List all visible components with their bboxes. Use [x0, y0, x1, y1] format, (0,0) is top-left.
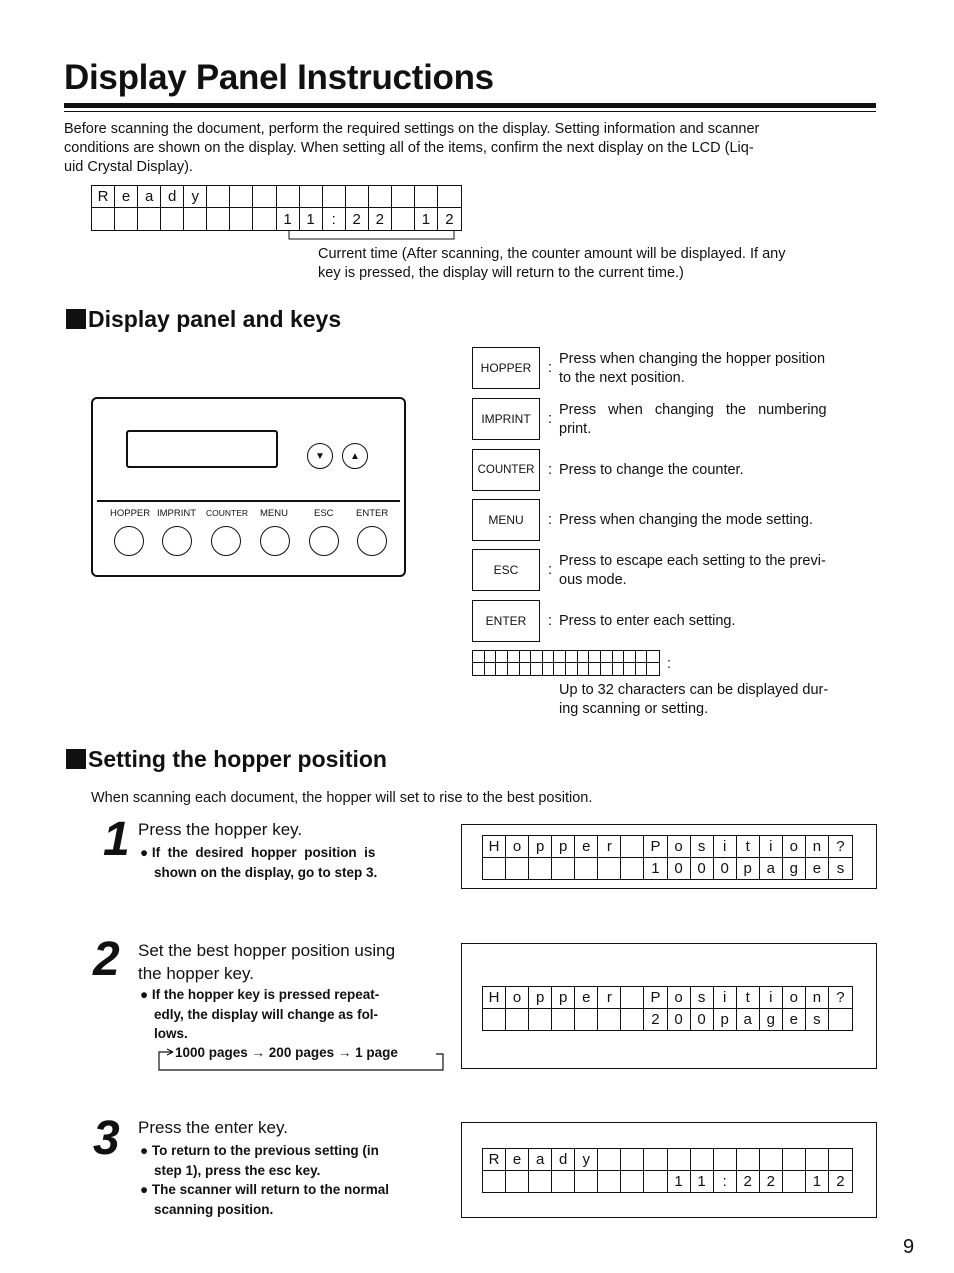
- panel-lcd-window: [126, 430, 278, 468]
- lcd-cell: n: [806, 987, 829, 1009]
- lcd-cell: e: [783, 1009, 806, 1031]
- lcd-cell: [613, 663, 625, 675]
- lcd-cell: [644, 1149, 667, 1171]
- lcd-cell: [483, 858, 506, 880]
- lcd-cell: [829, 1009, 852, 1031]
- lcd-colon: :: [667, 656, 672, 672]
- panel-key-label: HOPPER: [110, 508, 151, 519]
- lcd-cell: [207, 208, 230, 230]
- bullet-icon: ●: [140, 1182, 149, 1197]
- lcd-cell: [668, 1149, 691, 1171]
- lcd-cell: o: [783, 987, 806, 1009]
- lcd-cell: [138, 208, 161, 230]
- lcd-cell: ?: [829, 836, 852, 858]
- lcd-cell: 2: [836, 1172, 845, 1190]
- lcd-cell: 2: [346, 208, 369, 230]
- lcd-cell: [613, 651, 625, 663]
- lcd-cell: [575, 1171, 598, 1193]
- lcd-cell: 0: [668, 1009, 691, 1031]
- counter-key-button[interactable]: [211, 526, 241, 556]
- lcd-cell: [552, 858, 575, 880]
- lcd-cell: p: [552, 987, 575, 1009]
- step-number: 2: [93, 933, 120, 986]
- lcd-cell: d: [552, 1149, 575, 1171]
- time-bracket: [288, 231, 458, 241]
- lcd-cell: [529, 858, 552, 880]
- imprint-key: IMPRINT: [472, 398, 540, 440]
- lcd-cell: [598, 1171, 621, 1193]
- lcd-cell: [714, 1149, 737, 1171]
- lcd-cell: d: [161, 186, 184, 208]
- lcd-cell: o: [668, 987, 691, 1009]
- lcd-cell: [438, 186, 461, 208]
- lcd-cell: [647, 663, 659, 675]
- lcd-cell: [506, 858, 529, 880]
- lcd-cell: [92, 208, 115, 230]
- lcd-cell: e: [115, 186, 138, 208]
- lcd-cell: [323, 186, 346, 208]
- step-number: 1: [103, 813, 130, 866]
- lcd-cell: r: [598, 836, 621, 858]
- lcd-desc: Up to 32 characters can be displayed dur- ing scanning or setting.: [559, 682, 829, 717]
- lcd-cell: [496, 651, 508, 663]
- lcd-cell: p: [714, 1009, 737, 1031]
- lcd-cell: e: [806, 858, 829, 880]
- enter-key-desc: : Press to enter each setting.: [548, 613, 736, 629]
- lcd-cell: i: [760, 836, 783, 858]
- lcd-cell: [496, 663, 508, 675]
- lcd-cell: H: [483, 987, 506, 1009]
- hopper-intro: When scanning each document, the hopper will set to rise to the best position.: [91, 790, 593, 806]
- lcd-cell: [552, 1009, 575, 1031]
- time-note: Current time (After scanning, the counter amount will be displayed. If any key is pressed, the display will return to the current time.): [318, 246, 786, 281]
- lcd-cell: 0: [691, 1009, 714, 1031]
- lcd-cell: [601, 651, 613, 663]
- panel-key-label: ENTER: [356, 508, 389, 519]
- lcd-cell: [473, 651, 485, 663]
- lcd-cell: 1: [806, 1171, 829, 1193]
- heading-square-icon: [66, 309, 86, 329]
- lcd-cell: e: [575, 836, 598, 858]
- imprint-key-button[interactable]: [162, 526, 192, 556]
- step-1-bullet: ● If the desired hopper position is shown on the display, go to step 3.: [140, 845, 378, 880]
- lcd-cell: :: [323, 208, 346, 230]
- lcd-cell: [346, 186, 369, 208]
- lcd-display-step-1: [482, 835, 853, 880]
- lcd-cell: [760, 1149, 783, 1171]
- lcd-cell: r: [598, 987, 621, 1009]
- enter-key: ENTER: [472, 600, 540, 642]
- lcd-cell: o: [506, 987, 529, 1009]
- lcd-cell: o: [783, 836, 806, 858]
- lcd-cell: e: [506, 1149, 529, 1171]
- hopper-key-button[interactable]: [114, 526, 144, 556]
- panel-divider: [97, 500, 400, 502]
- lcd-cell: o: [506, 836, 529, 858]
- page-number: 9: [903, 1236, 915, 1258]
- lcd-cell: [621, 1171, 644, 1193]
- panel-illustration: [91, 397, 406, 577]
- lcd-cell: o: [668, 836, 691, 858]
- lcd-cell: [806, 1149, 829, 1171]
- lcd-cell: [369, 186, 392, 208]
- lcd-cell: p: [552, 836, 575, 858]
- lcd-cell: 1: [691, 1171, 714, 1193]
- lcd-cell: [529, 1009, 552, 1031]
- bullet-icon: ●: [140, 987, 149, 1002]
- lcd-cell: [253, 186, 276, 208]
- lcd-cell: [691, 1149, 714, 1171]
- lcd-cell: [520, 651, 532, 663]
- lcd-cell: 2: [445, 210, 454, 228]
- cycle-loop-arrow: [156, 1046, 446, 1072]
- lcd-cell: [621, 1149, 644, 1171]
- arrow-down-icon[interactable]: ▼: [307, 443, 333, 469]
- heading-square-icon: [66, 749, 86, 769]
- lcd-cell: [392, 208, 415, 230]
- bullet-icon: ●: [140, 1143, 149, 1158]
- lcd-cell: [531, 663, 543, 675]
- lcd-cell: [598, 1149, 621, 1171]
- lcd-cell: s: [836, 859, 845, 877]
- lcd-cell: [644, 1171, 667, 1193]
- lcd-cell: p: [737, 858, 760, 880]
- lcd-cell: i: [714, 836, 737, 858]
- hopper-key-desc: : Press when changing the hopper position to the next position.: [548, 351, 826, 386]
- lcd-cell: [624, 651, 636, 663]
- lcd-cell: 2: [737, 1171, 760, 1193]
- lcd-cell: [783, 1171, 806, 1193]
- lcd-cell: s: [691, 836, 714, 858]
- lcd-grid-icon: [472, 650, 660, 676]
- lcd-cell: [578, 651, 590, 663]
- esc-key-desc: : Press to escape each setting to the previ- ous mode.: [548, 553, 826, 588]
- lcd-cell: [184, 208, 207, 230]
- lcd-cell: i: [760, 987, 783, 1009]
- lcd-cell: [520, 663, 532, 675]
- lcd-cell: [115, 208, 138, 230]
- step-number: 3: [93, 1112, 120, 1165]
- lcd-cell: 1: [415, 208, 438, 230]
- lcd-cell: [636, 651, 648, 663]
- lcd-cell: [566, 651, 578, 663]
- lcd-cell: [277, 186, 300, 208]
- counter-key-desc: : Press to change the counter.: [548, 462, 744, 478]
- lcd-cell: :: [714, 1171, 737, 1193]
- lcd-cell: 1: [277, 208, 300, 230]
- menu-key: MENU: [472, 499, 540, 541]
- lcd-cell: [829, 1149, 852, 1171]
- lcd-cell: [415, 186, 438, 208]
- lcd-cell: [529, 1171, 552, 1193]
- panel-key-label: MENU: [260, 508, 288, 519]
- lcd-cell: [483, 1009, 506, 1031]
- lcd-cell: P: [644, 836, 667, 858]
- lcd-cell: [253, 208, 276, 230]
- lcd-cell: p: [529, 836, 552, 858]
- page-title: Display Panel Instructions: [64, 58, 494, 97]
- title-rule: [64, 103, 876, 108]
- lcd-cell: [737, 1149, 760, 1171]
- lcd-cell: [506, 1009, 529, 1031]
- lcd-cell: [392, 186, 415, 208]
- lcd-cell: [230, 186, 253, 208]
- lcd-cell: s: [806, 1009, 829, 1031]
- lcd-cell: p: [529, 987, 552, 1009]
- lcd-cell: [601, 663, 613, 675]
- lcd-cell: [230, 208, 253, 230]
- intro-paragraph: Before scanning the document, perform the required settings on the display. Setting information and scanner conditions are shown on the display. When setting all of the items, confirm the next display on the LCD (Liq- uid Crystal Display).: [64, 121, 760, 175]
- lcd-cell: [575, 1009, 598, 1031]
- lcd-cell: n: [806, 836, 829, 858]
- lcd-cell: [531, 651, 543, 663]
- lcd-cell: [783, 1149, 806, 1171]
- lcd-cell: [554, 651, 566, 663]
- lcd-cell: [543, 663, 555, 675]
- lcd-cell: [598, 858, 621, 880]
- lcd-cell: 0: [668, 858, 691, 880]
- lcd-cell: [621, 836, 644, 858]
- title-rule-thin: [64, 111, 876, 112]
- lcd-cell: [624, 663, 636, 675]
- lcd-cell: [621, 1009, 644, 1031]
- lcd-cell: t: [737, 987, 760, 1009]
- lcd-cell: 2: [644, 1009, 667, 1031]
- hopper-key: HOPPER: [472, 347, 540, 389]
- lcd-cell: [636, 663, 648, 675]
- panel-key-label: ESC: [314, 508, 334, 519]
- lcd-cell: [485, 663, 497, 675]
- panel-key-label: COUNTER: [206, 508, 249, 518]
- lcd-cell: [578, 663, 590, 675]
- lcd-cell: i: [714, 987, 737, 1009]
- lcd-cell: 0: [714, 858, 737, 880]
- enter-key-button[interactable]: [357, 526, 387, 556]
- lcd-cell: [543, 651, 555, 663]
- lcd-cell: [300, 186, 323, 208]
- counter-key: COUNTER: [472, 449, 540, 491]
- step-2-heading: Set the best hopper position using the hopper key.: [138, 941, 396, 983]
- lcd-cell: e: [575, 987, 598, 1009]
- lcd-cell: [161, 208, 184, 230]
- lcd-cell: 0: [691, 858, 714, 880]
- lcd-display-ready: [91, 185, 462, 231]
- lcd-cell: [506, 1171, 529, 1193]
- lcd-cell: 1: [668, 1171, 691, 1193]
- step-3-heading: Press the enter key.: [138, 1118, 288, 1137]
- esc-key: ESC: [472, 549, 540, 591]
- lcd-cell: a: [529, 1149, 552, 1171]
- lcd-cell: [554, 663, 566, 675]
- section-heading-display-panel: Display panel and keys: [66, 306, 341, 333]
- lcd-cell: a: [138, 186, 161, 208]
- lcd-cell: [473, 663, 485, 675]
- lcd-cell: 1: [300, 208, 323, 230]
- lcd-cell: a: [737, 1009, 760, 1031]
- menu-key-desc: : Press when changing the mode setting.: [548, 512, 813, 528]
- lcd-cell: [647, 651, 659, 663]
- imprint-key-desc: : Press when changing the numbering print.: [548, 402, 827, 437]
- lcd-cell: 2: [369, 208, 392, 230]
- panel-key-label: IMPRINT: [157, 508, 197, 519]
- lcd-cell: [589, 663, 601, 675]
- lcd-cell: H: [483, 836, 506, 858]
- step-2-bullet: ● If the hopper key is pressed repeat- edly, the display will change as fol- lows.: [140, 987, 380, 1041]
- lcd-cell: [207, 186, 230, 208]
- lcd-cell: [483, 1171, 506, 1193]
- esc-key-button[interactable]: [309, 526, 339, 556]
- lcd-cell: g: [783, 858, 806, 880]
- lcd-cell: y: [184, 186, 207, 208]
- lcd-cell: R: [92, 186, 115, 208]
- lcd-cell: [566, 663, 578, 675]
- lcd-cell: a: [760, 858, 783, 880]
- lcd-display-step-3: [482, 1148, 853, 1193]
- lcd-cell: [508, 651, 520, 663]
- lcd-cell: t: [737, 836, 760, 858]
- hopper-cycle: 1000 pages → 200 pages → 1 page: [175, 1045, 398, 1060]
- bullet-icon: ●: [140, 845, 149, 860]
- lcd-display-step-2: [482, 986, 853, 1031]
- lcd-cell: [621, 858, 644, 880]
- lcd-cell: [485, 651, 497, 663]
- lcd-cell: s: [691, 987, 714, 1009]
- lcd-cell: [575, 858, 598, 880]
- lcd-cell: [552, 1171, 575, 1193]
- lcd-cell: P: [644, 987, 667, 1009]
- lcd-cell: 2: [760, 1171, 783, 1193]
- arrow-up-icon[interactable]: ▲: [342, 443, 368, 469]
- lcd-cell: g: [760, 1009, 783, 1031]
- step-1-heading: Press the hopper key.: [138, 820, 303, 839]
- menu-key-button[interactable]: [260, 526, 290, 556]
- lcd-cell: ?: [829, 987, 852, 1009]
- section-heading-hopper-position: Setting the hopper position: [66, 746, 387, 773]
- lcd-cell: [589, 651, 601, 663]
- lcd-cell: y: [575, 1149, 598, 1171]
- lcd-cell: 1: [644, 858, 667, 880]
- step-3-bullets: ● To return to the previous setting (in step 1), press the esc key. ● The scanner will return to the normal scanning position.: [140, 1143, 389, 1217]
- lcd-cell: R: [483, 1149, 506, 1171]
- lcd-cell: [598, 1009, 621, 1031]
- lcd-cell: [508, 663, 520, 675]
- lcd-cell: [621, 987, 644, 1009]
